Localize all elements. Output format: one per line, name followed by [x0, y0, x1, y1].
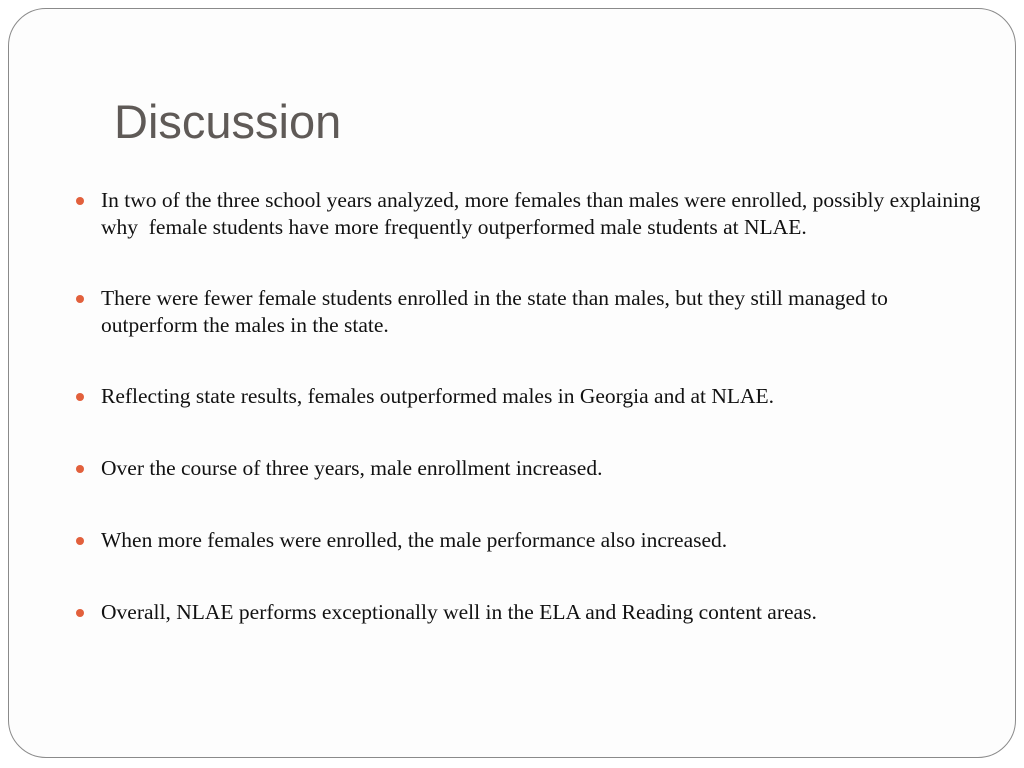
bullet-dot-icon — [76, 197, 84, 205]
bullet-dot-icon — [76, 465, 84, 473]
bullet-text: There were fewer female students enrolled in the state than males, but they still managed to outperform the males in the state. — [101, 286, 888, 337]
bullet-item-4 — [101, 455, 981, 482]
slide-title: Discussion — [114, 95, 342, 148]
bullet-dot-icon — [76, 537, 84, 545]
slide — [8, 8, 1016, 758]
bullet-dot-icon — [76, 393, 84, 401]
bullet-item-2 — [101, 285, 981, 339]
bullet-dot-icon — [76, 295, 84, 303]
bullet-item-1 — [101, 187, 986, 241]
bullet-text: Over the course of three years, male enrollment increased. — [101, 456, 603, 480]
bullet-text: Overall, NLAE performs exceptionally well in the ELA and Reading content areas. — [101, 600, 817, 624]
bullet-item-5 — [101, 527, 981, 554]
bullet-text: When more females were enrolled, the male performance also increased. — [101, 528, 728, 552]
bullet-dot-icon — [76, 609, 84, 617]
bullet-text: In two of the three school years analyzed, more females than males were enrolled, possibly explaining why female students have more frequently outperformed male students at NLAE. — [101, 188, 986, 239]
bullet-list — [101, 187, 986, 626]
bullet-item-3 — [101, 383, 981, 410]
bullet-item-6 — [101, 599, 981, 626]
bullet-text: Reflecting state results, females outperformed males in Georgia and at NLAE. — [101, 384, 775, 408]
